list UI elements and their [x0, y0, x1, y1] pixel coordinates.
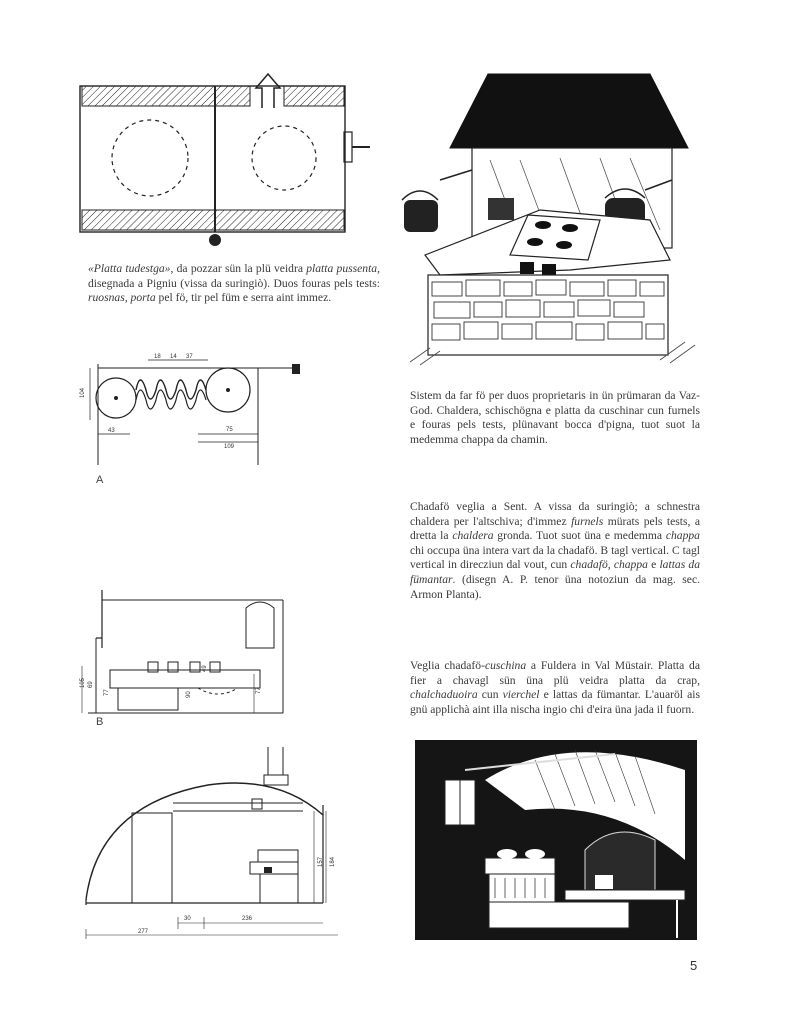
page-number: 5: [690, 958, 698, 973]
figure-b-section: [78, 588, 308, 718]
caption-run: . (disegn A. P. tenor üna notoziun da mag. sec. Armon Planta).: [410, 572, 700, 601]
caption-fuldera: [410, 659, 700, 717]
figure-c-vault-section: [78, 745, 348, 940]
fuldera-kitchen-drawing: [415, 740, 697, 940]
caption-run: , disegnada a Pigniu (vissa da suringiò). Duos fouras pels tests:: [88, 262, 381, 290]
dim-b-90: 90: [186, 691, 192, 698]
dim-c-184: 184: [330, 856, 336, 867]
caption-run: ruosnas, porta: [88, 291, 156, 305]
dim-b-49: 49: [202, 665, 208, 672]
caption-run: mürats pels tests, a dretta la: [410, 514, 700, 543]
figure-a-plan: [78, 350, 308, 470]
caption-run: platta pussenta: [306, 262, 378, 275]
dim-c-236: 236: [242, 916, 253, 922]
caption-run: furnels: [571, 514, 604, 528]
dim-a-75: 75: [226, 427, 233, 433]
dim-b-69: 69: [88, 681, 94, 688]
dim-a-37: 37: [186, 354, 193, 360]
caption-run: Veglia chadafö-: [410, 659, 485, 672]
caption-run: cuschina: [484, 659, 527, 672]
caption-vaz-god: [410, 389, 700, 447]
caption-run: gronda. Tuot suot üna e medemma: [493, 529, 666, 543]
caption-run: vierchel: [502, 688, 540, 702]
caption-run: chaldera: [452, 529, 494, 543]
caption-platta-tudestga: [88, 262, 380, 306]
caption-run: , da pozzar sün la plü veidra: [170, 262, 307, 275]
caption-run: Chadafö veglia a Sent. A vissa da suringiò; a schnestra chaldera per l'altschiva; d'immez: [410, 500, 700, 528]
dim-c-30: 30: [184, 916, 191, 922]
dim-a-18: 18: [154, 354, 161, 360]
dim-a-104: 104: [80, 387, 86, 398]
caption-run: chi occupa üna intera vart da la chadafö. B tagl vertical. C tagl vertical in direcziun dal vout, cun: [410, 543, 700, 572]
caption-run: chalchaduoira: [410, 688, 478, 702]
caption-run: cun: [477, 688, 503, 702]
platta-tudestga-drawing: [72, 72, 372, 252]
caption-run: e lattas da fümantar. L'auaröl ais gnü applichà aint illa nischa ingio chi d'eira üna jada il fuorn.: [410, 688, 700, 716]
dim-b-77a: 77: [104, 689, 110, 696]
caption-run: pel fö, tir pel füm e serra aint immez.: [155, 291, 332, 305]
caption-run: chappa: [665, 529, 700, 543]
dim-c-157: 157: [318, 856, 324, 867]
caption-run: e: [647, 558, 660, 572]
caption-run: lattas da fümantar: [410, 558, 700, 586]
caption-chadafo-sent: [410, 500, 700, 602]
dim-c-277: 277: [138, 929, 149, 935]
dim-a-109: 109: [224, 444, 235, 450]
dim-b-105: 105: [80, 677, 86, 688]
caption-run: a Fuldera in Val Müstair. Platta da fier a chavagl sün üna plü veidra platta da crap,: [410, 659, 700, 687]
dim-a-14: 14: [170, 354, 177, 360]
caption-run: chadafö, chappa: [570, 558, 648, 572]
vaz-god-hearth-drawing: [400, 70, 700, 370]
dim-a-43: 43: [108, 428, 115, 434]
caption-run: Sistem da far fö per duos proprietaris in ün prümaran da Vaz-God. Chaldera, schischögna e platta da cuschinar cun furnels e fouras pels tests, plünavant bocca d'pigna, tuot suot la medemma chappa da chamin.: [410, 389, 700, 446]
caption-run: «Platta tudestga»: [88, 262, 171, 275]
dim-b-77b: 77: [256, 687, 262, 694]
figure-label-a: A: [96, 474, 104, 486]
figure-label-b: B: [96, 716, 104, 728]
